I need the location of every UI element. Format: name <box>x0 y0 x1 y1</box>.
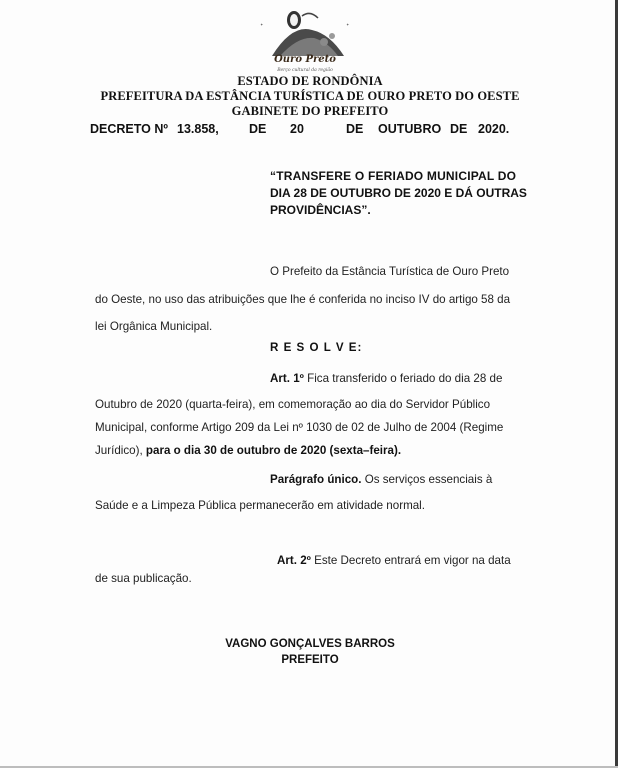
ementa-line-3: PROVIDÊNCIAS”. <box>270 203 371 217</box>
decree-year: 2020. <box>478 122 510 136</box>
art1-line-2: Outubro de 2020 (quarta-feira), em comemoração ao dia do Servidor Público <box>95 398 491 411</box>
art1-text-4: Jurídico), <box>95 444 143 457</box>
art1-text-1: Fica transferido o feriado do dia 28 de <box>307 372 503 385</box>
signatory-name: VAGNO GONÇALVES BARROS <box>225 638 395 650</box>
decree-de-1: DE <box>249 122 267 136</box>
svg-text:✦: ✦ <box>260 22 264 27</box>
header-state: ESTADO DE RONDÔNIA <box>237 74 383 88</box>
art1-label: Art. 1º <box>270 372 304 385</box>
resolve-heading: R E S O L V E: <box>270 341 363 354</box>
decree-de-2: DE <box>346 122 364 136</box>
svg-text:✦: ✦ <box>346 22 350 27</box>
preamble-line-3: lei Orgânica Municipal. <box>95 320 213 333</box>
art2-line-1 <box>277 554 511 567</box>
art1-line-1 <box>270 372 502 385</box>
art2-line-2: de sua publicação. <box>95 572 192 585</box>
signatory-role: PREFEITO <box>281 654 339 666</box>
art1-line-4 <box>95 444 401 457</box>
preamble-line-1: O Prefeito da Estância Turística de Ouro Preto <box>270 265 510 278</box>
paragrafo-line-2: Saúde e a Limpeza Pública permanecerão em atividade normal. <box>95 499 425 512</box>
art1-line-end: . <box>397 444 402 457</box>
decree-label: DECRETO Nº <box>90 122 168 136</box>
decree-day: 20 <box>290 122 304 136</box>
decree-de-3: DE <box>450 122 468 136</box>
paragrafo-line-1 <box>270 473 492 486</box>
logo-title: Ouro Preto <box>274 54 336 65</box>
decree-month: OUTUBRO <box>378 122 442 136</box>
logo-subtitle: Berço cultural da região <box>277 68 333 73</box>
art2-label: Art. 2º <box>277 554 311 567</box>
paragrafo-text-1: Os serviços essenciais à <box>364 473 493 486</box>
paragrafo-label: Parágrafo único. <box>270 473 362 486</box>
municipal-logo <box>252 6 358 76</box>
header-office: GABINETE DO PREFEITO <box>231 104 389 118</box>
header-city-hall: PREFEITURA DA ESTÂNCIA TURÍSTICA DE OURO PRETO DO OESTE <box>100 89 520 103</box>
art1-new-date: para o dia 30 de outubro de 2020 (sexta–feira) <box>145 444 398 457</box>
ementa-line-1: “TRANSFERE O FERIADO MUNICIPAL DO <box>270 169 517 183</box>
decree-number: 13.858, <box>177 122 219 136</box>
ementa-line-2: DIA 28 DE OUTUBRO DE 2020 E DÁ OUTRAS <box>270 186 527 200</box>
art1-line-3: Municipal, conforme Artigo 209 da Lei nº 1030 de 02 de Julho de 2004 (Regime <box>95 421 504 434</box>
art2-text-1: Este Decreto entrará em vigor na data <box>314 554 511 567</box>
preamble-line-2: do Oeste, no uso das atribuições que lhe é conferida no inciso IV do artigo 58 da <box>95 293 511 306</box>
